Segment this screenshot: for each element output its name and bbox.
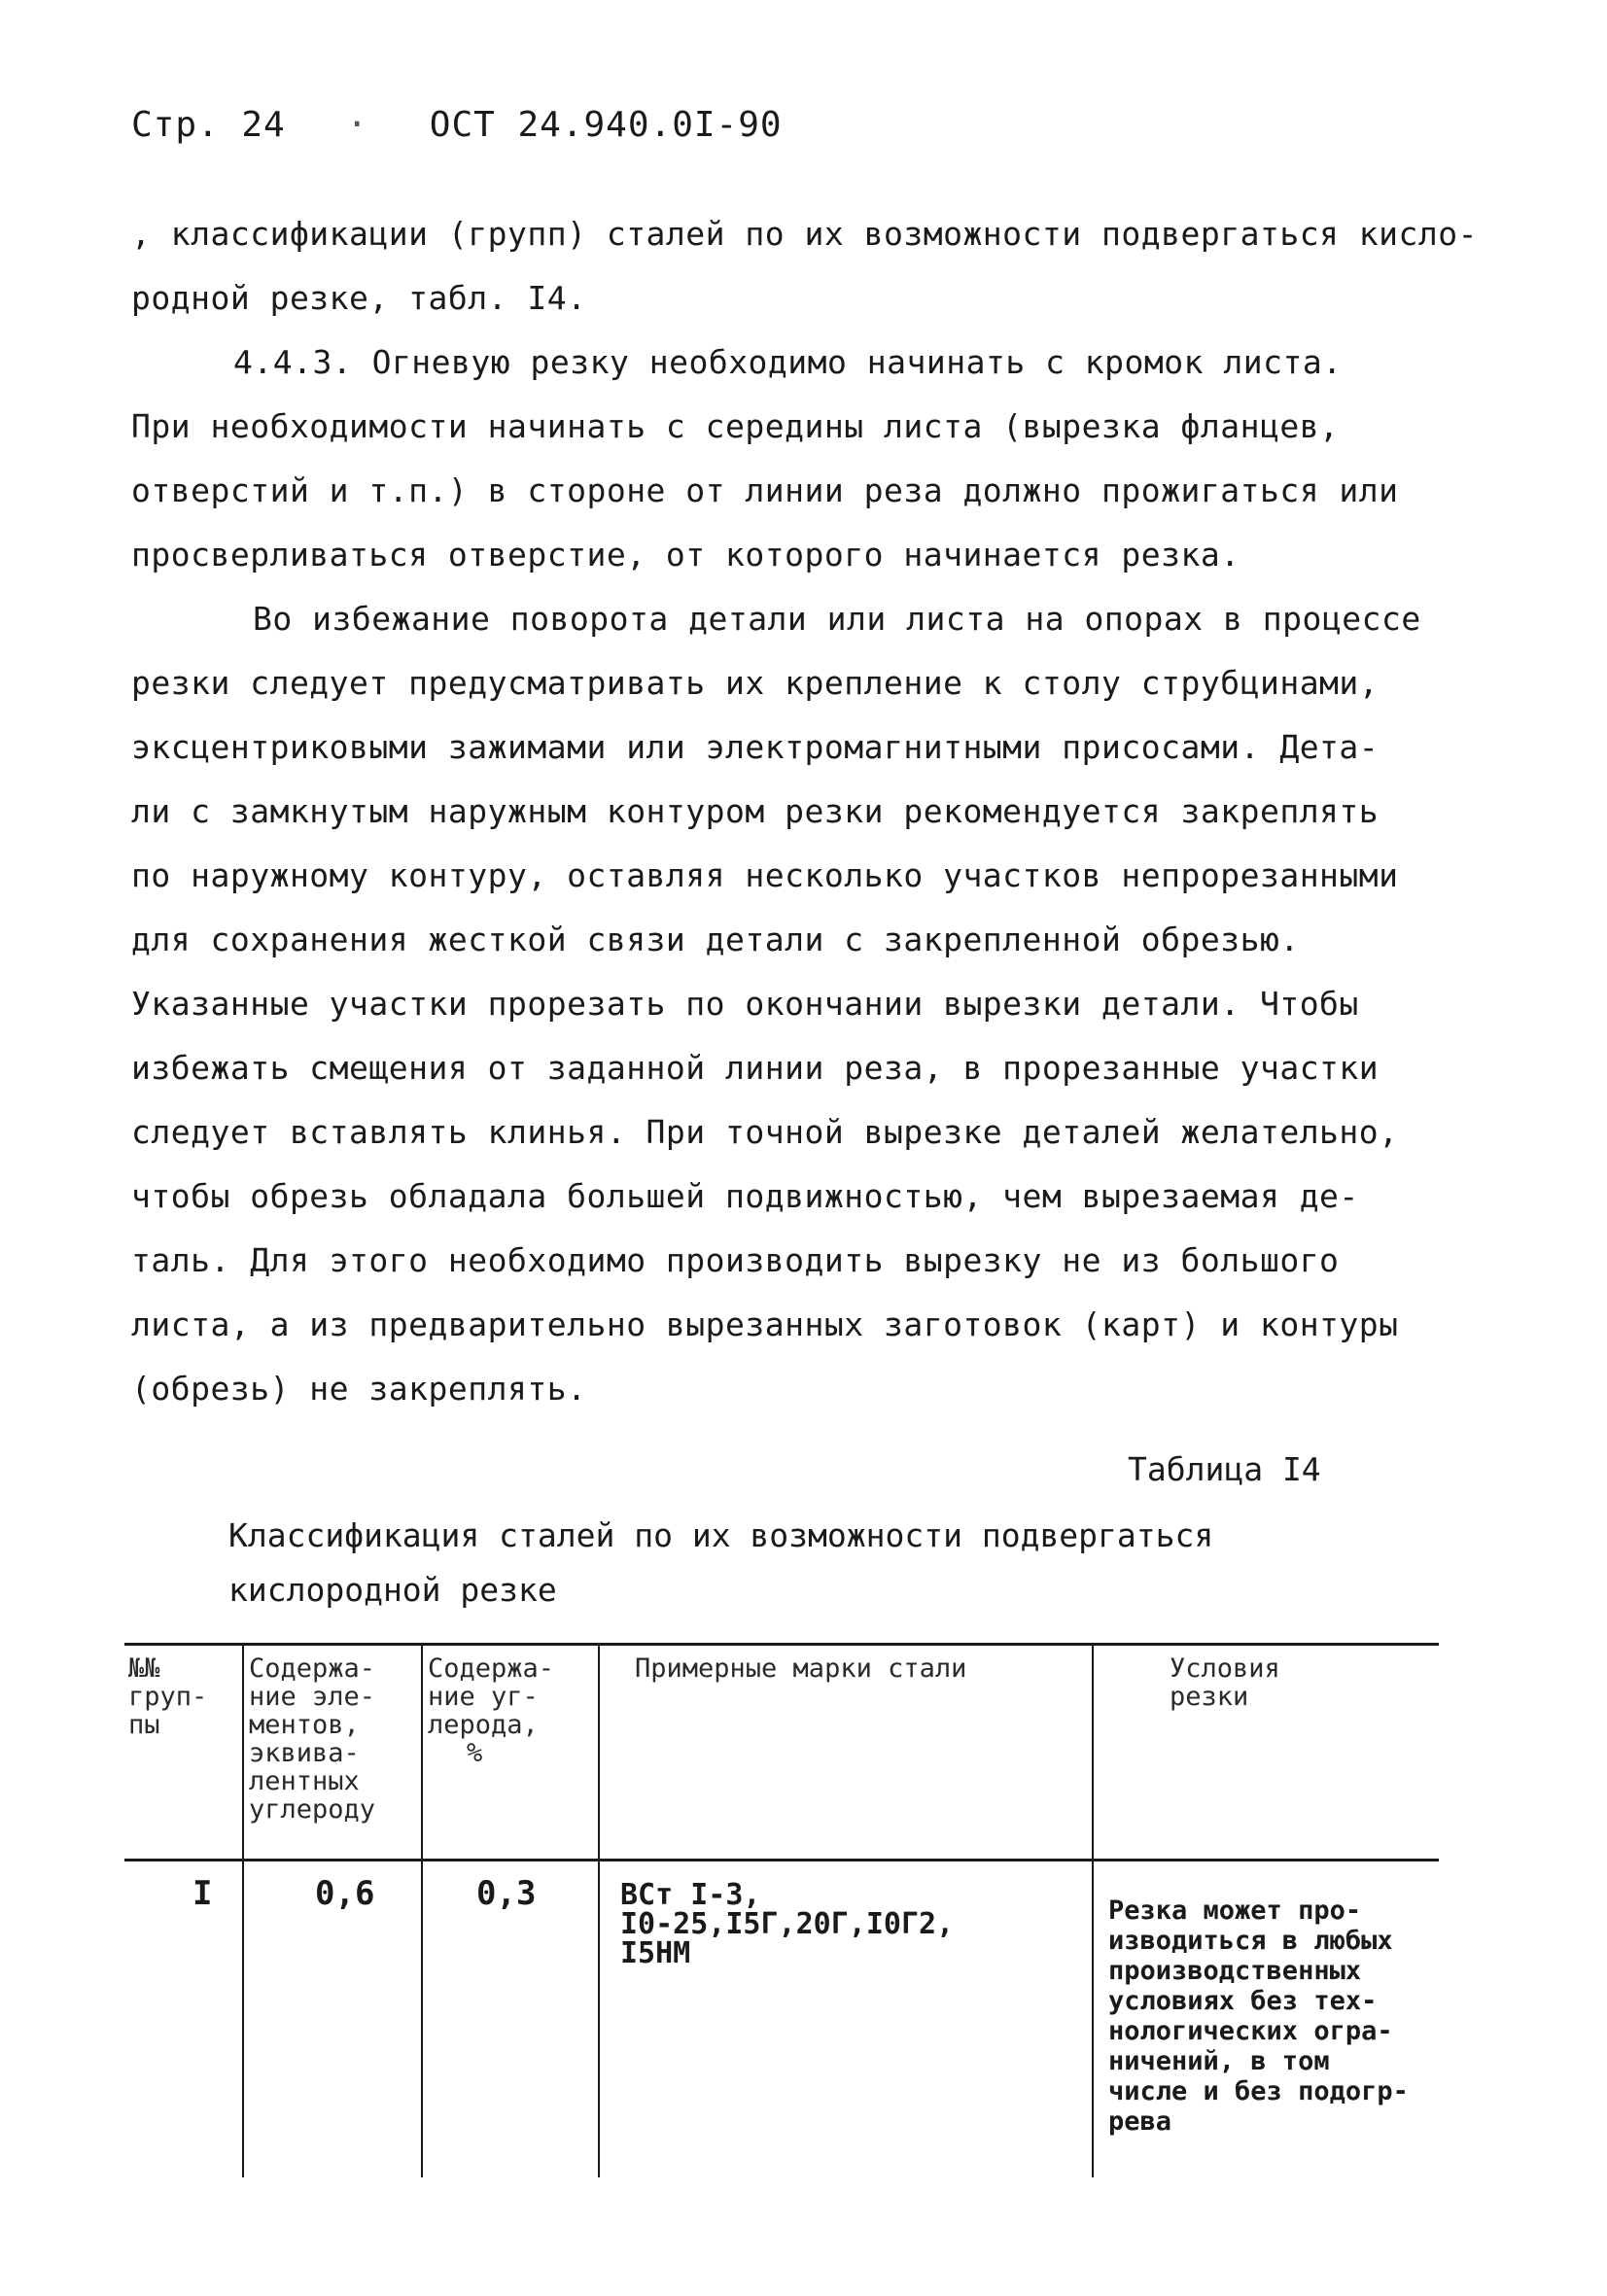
header-line: ментов, <box>249 1710 360 1740</box>
grade-line: I5НМ <box>620 1936 691 1970</box>
condition-line: ничений, в том <box>1108 2046 1330 2076</box>
text-line: по наружному контуру, оставляя несколько участков непрорезанными <box>131 856 1399 894</box>
text-line: , классификации (групп) сталей по их возможности подвергаться кисло- <box>131 215 1479 253</box>
condition-line: условиях без тех- <box>1108 1986 1378 2016</box>
condition-line: производственных <box>1108 1956 1362 1986</box>
text-line: для сохранения жесткой связи детали с закрепленной обрезью. <box>131 921 1300 958</box>
header-line: груп- <box>128 1682 208 1712</box>
text-line: эксцентриковыми зажимами или электромагнитными присосами. Дета- <box>131 728 1380 766</box>
table-top-rule <box>124 1643 1439 1646</box>
cell-element-content: 0,6 <box>315 1874 375 1913</box>
header-cutting-conditions <box>1170 1654 1432 1711</box>
table-caption-line: Классификация сталей по их возможности подвергаться <box>228 1516 1214 1554</box>
header-line: лерода, <box>428 1710 539 1740</box>
header-line: Условия <box>1170 1653 1280 1684</box>
column-divider <box>242 1643 244 2177</box>
paragraph-start-line: Во избежание поворота детали или листа на опорах в процессе <box>253 600 1421 638</box>
body-text <box>131 202 1479 1421</box>
column-divider <box>1092 1643 1094 2177</box>
header-line: ние уг- <box>428 1682 539 1712</box>
header-line: пы <box>128 1710 160 1740</box>
steel-classification-table <box>124 1643 1439 2187</box>
text-line: Указанные участки прорезать по окончании вырезки детали. Чтобы <box>131 985 1359 1023</box>
page-number: Стр. 24 <box>131 105 286 145</box>
column-divider <box>598 1643 600 2177</box>
grade-line: I0-25,I5Г,20Г,I0Г2, <box>620 1907 955 1941</box>
standard-code: ОСТ 24.940.0I-90 <box>429 105 783 145</box>
cell-cutting-conditions <box>1108 1896 1439 2137</box>
column-divider <box>421 1643 423 2177</box>
text-line: просверливаться отверстие, от которого начинается резка. <box>131 536 1240 574</box>
text-line: избежать смещения от заданной линии реза, в прорезанные участки <box>131 1049 1380 1087</box>
header-line: % <box>467 1738 483 1768</box>
text-line: резки следует предусматривать их крепление к столу струбцинами, <box>131 664 1380 702</box>
header-carbon-content <box>428 1654 595 1767</box>
text-line: При необходимости начинать с середины листа (вырезка фланцев, <box>131 407 1340 445</box>
text-line: следует вставлять клинья. При точной вырезке деталей желательно, <box>131 1113 1399 1151</box>
text-line: чтобы обрезь обладала большей подвижностью, чем вырезаемая де- <box>131 1177 1359 1215</box>
text-line: ли с замкнутым наружным контуром резки рекомендуется закреплять <box>131 792 1380 830</box>
table-header-rule <box>124 1859 1439 1861</box>
text-line: таль. Для этого необходимо производить вырезку не из большого <box>131 1241 1340 1279</box>
header-line: Содержа- <box>428 1653 555 1684</box>
table-label: Таблица I4 <box>1128 1450 1321 1488</box>
header-line: №№ <box>128 1653 160 1684</box>
header-group-number <box>128 1654 240 1739</box>
text-line: (обрезь) не закреплять. <box>131 1370 587 1408</box>
cell-group-number: I <box>192 1874 213 1913</box>
header-line: эквива- <box>249 1738 360 1768</box>
header-line: Содержа- <box>249 1653 376 1684</box>
table-caption-line: кислородной резке <box>228 1571 557 1609</box>
section-heading-line: 4.4.3. Огневую резку необходимо начинать с кромок листа. <box>233 343 1343 381</box>
grade-line: ВСт I-3, <box>620 1878 761 1912</box>
cell-steel-grades <box>620 1878 1087 1970</box>
condition-line: изводиться в любых <box>1108 1926 1393 1956</box>
header-separator: · <box>346 105 369 145</box>
condition-line: числе и без подогр- <box>1108 2076 1409 2106</box>
header-line: углероду <box>249 1794 376 1825</box>
header-line: резки <box>1170 1682 1249 1712</box>
header-line: Примерные марки стали <box>635 1653 967 1684</box>
page-header <box>131 105 783 145</box>
text-line: отверстий и т.п.) в стороне от линии реза должно прожигаться или <box>131 471 1399 509</box>
condition-line: Резка может про- <box>1108 1896 1362 1926</box>
cell-carbon-content: 0,3 <box>476 1874 537 1913</box>
table-caption <box>228 1509 1213 1618</box>
header-element-content <box>249 1654 419 1824</box>
condition-line: рева <box>1108 2106 1172 2137</box>
header-line: лентных <box>249 1766 360 1796</box>
text-line: листа, а из предварительно вырезанных заготовок (карт) и контуры <box>131 1305 1399 1343</box>
header-steel-grades <box>635 1654 1082 1683</box>
condition-line: нологических огра- <box>1108 2016 1393 2046</box>
header-line: ние эле- <box>249 1682 376 1712</box>
text-line: родной резке, табл. I4. <box>131 279 587 317</box>
